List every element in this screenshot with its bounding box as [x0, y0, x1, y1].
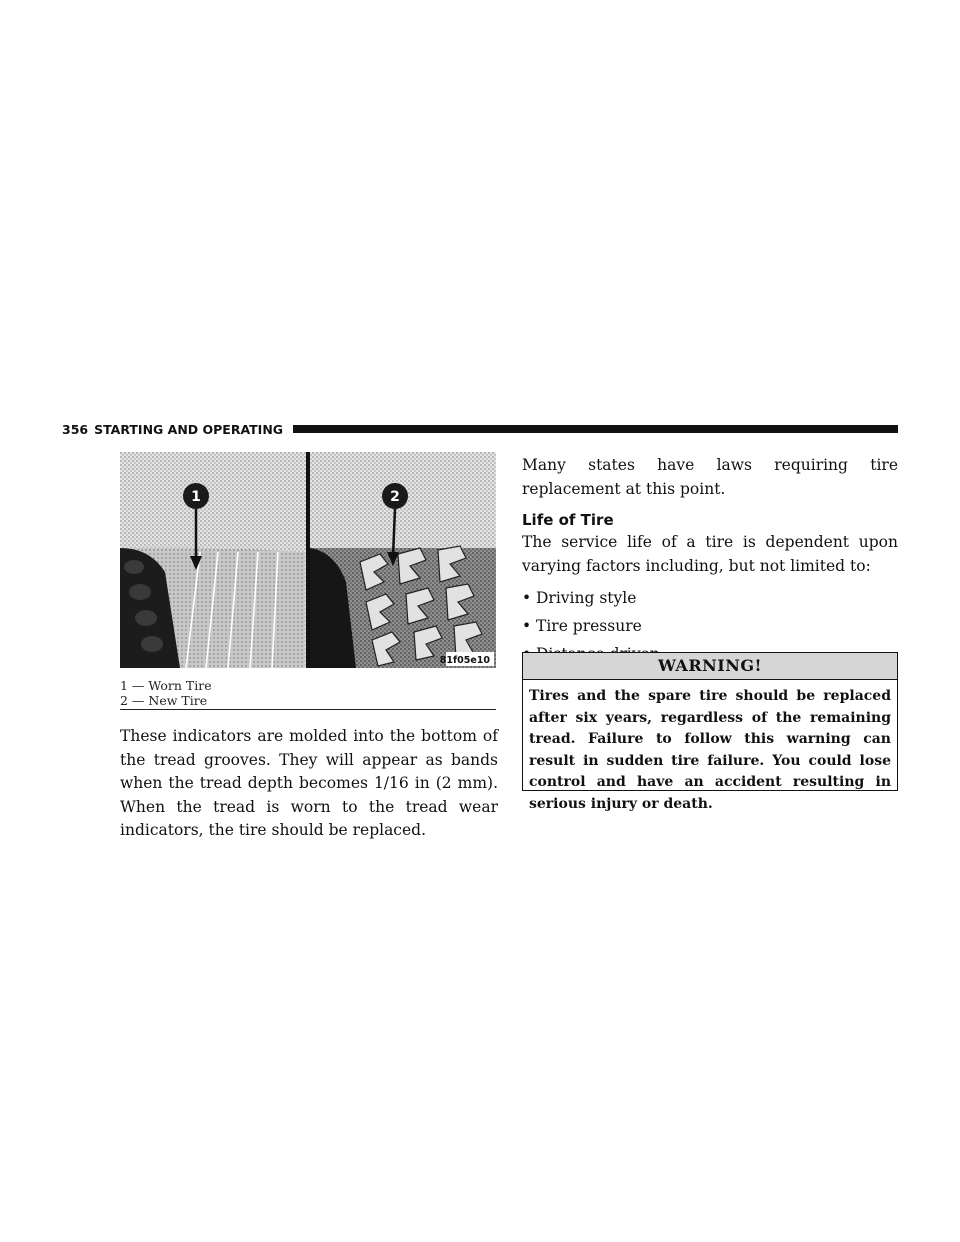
tire-replacement-laws-paragraph: Many states have laws requiring tire replacement at this point.	[522, 456, 898, 498]
list-item: • Driving style	[522, 584, 898, 612]
caption-line-1: 1 — Worn Tire	[120, 678, 212, 693]
warning-title: WARNING!	[523, 653, 897, 680]
callout-1-label: 1	[191, 489, 201, 505]
warning-text: Tires and the spare tire should be replaced after six years, regardless of the remaining tread. Failure to follow this warning can result in sudden tire failure. You could lose control and have an accident resulting in serious injury or death.	[529, 688, 891, 812]
bullet-icon: •	[522, 617, 532, 635]
caption-line-2: 2 — New Tire	[120, 693, 208, 708]
figure-code: 81f05e10	[439, 655, 490, 666]
page-number: 356	[62, 421, 89, 437]
figure-caption	[120, 678, 496, 710]
bullet-icon: •	[522, 589, 532, 607]
warning-box	[522, 652, 898, 812]
tread-wear-figure	[120, 452, 496, 668]
header-rule	[293, 425, 898, 433]
tread-indicators-paragraph: These indicators are molded into the bottom of the tread grooves. They will appear as bands when the tread depth becomes 1/16 in (2 mm). When the tread is worn to the tread wear indicators, the tire should be replaced.	[120, 727, 498, 839]
list-item: • Tire pressure	[522, 612, 898, 640]
life-of-tire-heading: Life of Tire	[522, 511, 614, 529]
service-life-paragraph: The service life of a tire is dependent upon varying factors including, but not limited to:	[522, 533, 898, 575]
page-header	[62, 420, 898, 438]
section-title: STARTING AND OPERATING	[94, 421, 284, 437]
right-column	[522, 454, 898, 668]
callout-2-label: 2	[390, 489, 400, 505]
